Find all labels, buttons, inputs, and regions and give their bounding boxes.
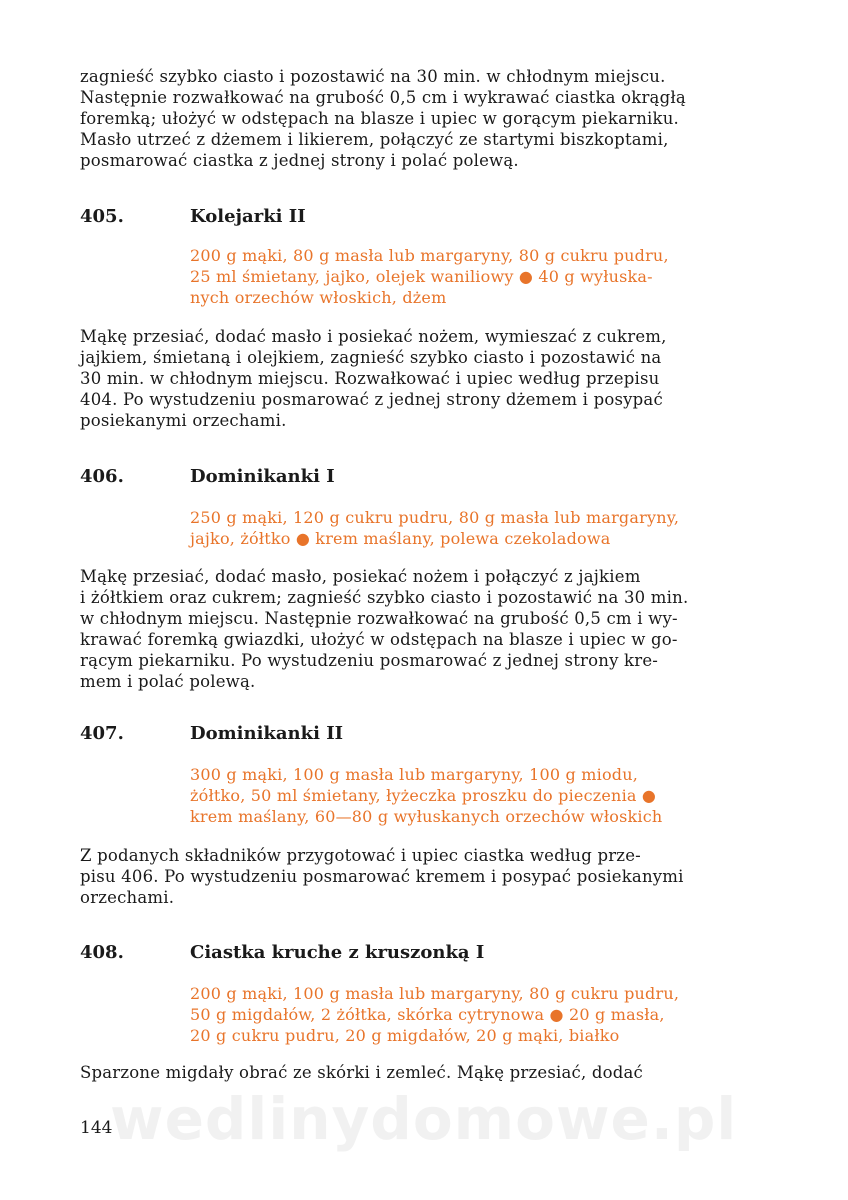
recipe-number: 407. [80,723,124,744]
recipe-title: Ciastka kruche z kruszonką I [190,942,485,963]
recipe-method-408: Sparzone migdały obrać ze skórki i zemleć. Mąkę przesiać, dodać [80,1063,643,1082]
recipe-ingredients-408: 200 g mąki, 100 g masła lub margaryny, 80 g cukru pudru, 50 g migdałów, 2 żółtka, skórka cytrynowa ● 20 g masła, 20 g cukru pudru, 20 g migdałów, 20 g mąki, białko [190,984,680,1045]
watermark: wedlinydomowe.pl [110,1085,738,1153]
recipe-title: Dominikanki I [190,466,335,487]
recipe-method-406: Mąkę przesiać, dodać masło, posiekać nożem i połączyć z jajkiem i żółtkiem oraz cukrem; zagnieść szybko ciasto i pozostawić na 30 min. w chłodnym miejscu. Następnie rozwałkować na grubość 0,5 cm i wy- krawać foremką gwiazdki, ułożyć w odstępach na blasze i upiec w go- rącym piekarniku. Po wystudzeniu posmarować z jednej strony kre- mem i polać polewą. [80,567,689,691]
recipe-number: 405. [80,206,124,227]
recipe-number: 406. [80,466,124,487]
recipe-ingredients-405: 200 g mąki, 80 g masła lub margaryny, 80 g cukru pudru, 25 ml śmietany, jajko, olejek waniliowy ● 40 g wyłuska- nych orzechów włoskich, dżem [190,246,669,307]
recipe-method-405: Mąkę przesiać, dodać masło i posiekać nożem, wymieszać z cukrem, jajkiem, śmietaną i olejkiem, zagnieść szybko ciasto i pozostawić na 30 min. w chłodnym miejscu. Rozwałkować i upiec według przepisu 404. Po wystudzeniu posmarować z jednej strony dżemem i posypać posiekanymi orzechami. [80,327,667,430]
recipe-method-407: Z podanych składników przygotować i upiec ciastka według prze- pisu 406. Po wystudzeniu posmarować kremem i posypać posiekanymi orzechami. [80,846,684,907]
recipe-number: 408. [80,942,124,963]
recipe-ingredients-406: 250 g mąki, 120 g cukru pudru, 80 g masła lub margaryny, jajko, żółtko ● krem maślany, polewa czekoladowa [190,508,680,548]
recipe-ingredients-407: 300 g mąki, 100 g masła lub margaryny, 100 g miodu, żółtko, 50 ml śmietany, łyżeczka proszku do pieczenia ● krem maślany, 60—80 g wyłuskanych orzechów włoskich [190,765,663,826]
intro-paragraph: zagnieść szybko ciasto i pozostawić na 30 min. w chłodnym miejscu. Następnie rozwałkować na grubość 0,5 cm i wykrawać ciastka okrągłą foremką; ułożyć w odstępach na blasze i upiec w gorącym piekarniku. Masło utrzeć z dżemem i likierem, połączyć ze startymi biszkoptami, posmarować ciastka z jednej strony i polać polewą. [80,67,686,170]
recipe-title: Kolejarki II [190,206,306,227]
recipe-title: Dominikanki II [190,723,344,744]
page-number: 144 [80,1118,113,1138]
